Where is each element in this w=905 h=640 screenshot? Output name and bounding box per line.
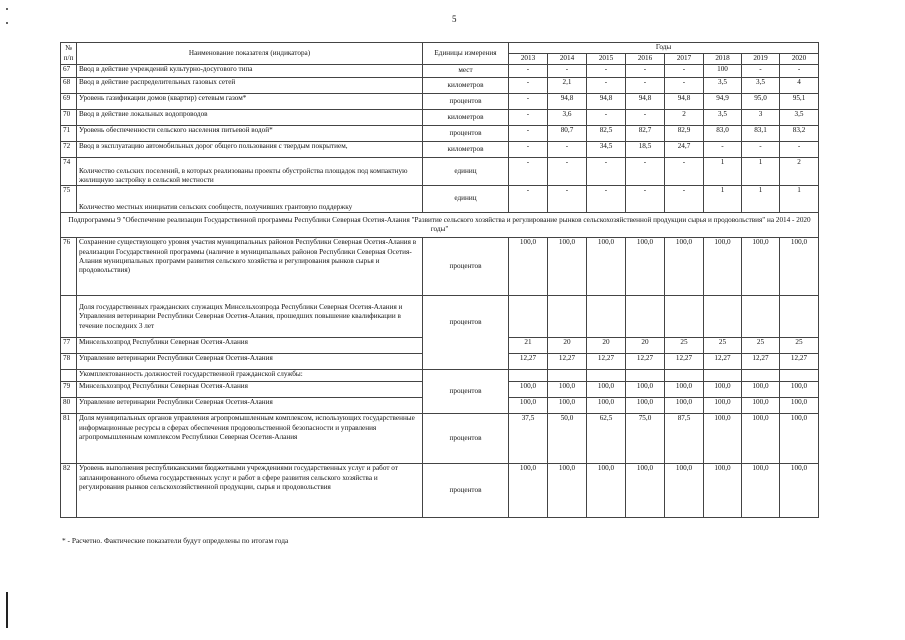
- indicator-name: Минсельхозпрод Республики Северная Осетия-Алания: [77, 338, 423, 354]
- staffing-row: [61, 370, 819, 382]
- row-number: 78: [61, 354, 77, 370]
- indicator-name: Ввод в действие учреждений культурно-досугового типа: [77, 65, 423, 78]
- unit-cell: процентов: [423, 414, 509, 464]
- indicator-name: Ввод в действие локальных водопроводов: [77, 110, 423, 126]
- value-cell: -: [509, 186, 548, 213]
- value-cell: 25: [665, 338, 704, 354]
- value-cell: -: [548, 186, 587, 213]
- row-number: 75: [61, 186, 77, 213]
- value-cell: 2: [665, 110, 704, 126]
- table-row: [61, 126, 819, 142]
- value-cell: 94,8: [626, 94, 665, 110]
- row-number: 81: [61, 414, 77, 464]
- value-cell: 12,27: [704, 354, 742, 370]
- value-cell: 20: [587, 338, 626, 354]
- indicator-name: Уровень газификации домов (квартир) сетевым газом*: [77, 94, 423, 110]
- value-cell: -: [509, 94, 548, 110]
- value-cell: 100,0: [704, 382, 742, 398]
- row-number: 76: [61, 238, 77, 296]
- value-cell: 12,27: [587, 354, 626, 370]
- header-year: 2014: [548, 54, 587, 65]
- value-cell: 34,5: [587, 142, 626, 158]
- value-cell: 20: [626, 338, 665, 354]
- value-cell: [509, 296, 548, 338]
- value-cell: [626, 370, 665, 382]
- indicator-name: Уровень выполнения республиканскими бюджетными учреждениями государственных услуг и работ от запланированного объема государственных услуг и работ в сфере развития сельского хозяйства и регулирования рынков сельскохозяйственной продукции, сырья и продовольствия: [77, 464, 423, 518]
- unit-cell: процентов: [423, 370, 509, 414]
- value-cell: 3,5: [742, 78, 780, 94]
- header-num: № п/п: [61, 43, 77, 65]
- value-cell: 100,0: [548, 464, 587, 518]
- value-cell: [704, 296, 742, 338]
- row-number: [61, 370, 77, 382]
- value-cell: 82,7: [626, 126, 665, 142]
- value-cell: [626, 296, 665, 338]
- value-cell: 100,0: [587, 382, 626, 398]
- value-cell: 4: [780, 78, 819, 94]
- table-row: [61, 238, 819, 296]
- value-cell: [665, 370, 704, 382]
- table-row: [61, 110, 819, 126]
- value-cell: 95,1: [780, 94, 819, 110]
- row-number: 70: [61, 110, 77, 126]
- unit-cell: мест: [423, 65, 509, 78]
- value-cell: -: [509, 158, 548, 186]
- header-year: 2020: [780, 54, 819, 65]
- unit-cell: километров: [423, 78, 509, 94]
- value-cell: 2,1: [548, 78, 587, 94]
- row-number: 69: [61, 94, 77, 110]
- value-cell: -: [626, 78, 665, 94]
- value-cell: 100,0: [509, 464, 548, 518]
- header-year: 2019: [742, 54, 780, 65]
- table-row: [61, 142, 819, 158]
- unit-cell: процентов: [423, 296, 509, 370]
- row-number: 68: [61, 78, 77, 94]
- value-cell: 2: [780, 158, 819, 186]
- value-cell: 12,27: [665, 354, 704, 370]
- value-cell: 21: [509, 338, 548, 354]
- value-cell: -: [626, 186, 665, 213]
- value-cell: -: [665, 65, 704, 78]
- value-cell: -: [704, 142, 742, 158]
- unit-cell: процентов: [423, 238, 509, 296]
- value-cell: 100,0: [626, 382, 665, 398]
- value-cell: 3,5: [780, 110, 819, 126]
- value-cell: 3,5: [704, 78, 742, 94]
- indicator-name: Минсельхозпрод Республики Северная Осетия-Алания: [77, 382, 423, 398]
- unit-cell: единиц: [423, 158, 509, 186]
- indicator-name: Управление ветеринарии Республики Северная Осетия-Алания: [77, 398, 423, 414]
- unit-cell: километров: [423, 142, 509, 158]
- indicator-name: Управление ветеринарии Республики Северная Осетия-Алания: [77, 354, 423, 370]
- value-cell: 12,27: [742, 354, 780, 370]
- header-name: Наименование показателя (индикатора): [77, 43, 423, 65]
- value-cell: 94,8: [665, 94, 704, 110]
- value-cell: 100,0: [665, 398, 704, 414]
- value-cell: 100,0: [780, 238, 819, 296]
- indicator-name: Ввод в действие распределительных газовых сетей: [77, 78, 423, 94]
- value-cell: 12,27: [548, 354, 587, 370]
- value-cell: 37,5: [509, 414, 548, 464]
- row-number: 77: [61, 338, 77, 354]
- table-row: [61, 78, 819, 94]
- value-cell: 12,27: [780, 354, 819, 370]
- row-number: 67: [61, 65, 77, 78]
- header-row: [61, 43, 819, 54]
- header-year: 2017: [665, 54, 704, 65]
- value-cell: 80,7: [548, 126, 587, 142]
- value-cell: [742, 370, 780, 382]
- value-cell: 87,5: [665, 414, 704, 464]
- value-cell: [665, 296, 704, 338]
- unit-cell: процентов: [423, 94, 509, 110]
- value-cell: -: [509, 110, 548, 126]
- header-unit: Единицы измерения: [423, 43, 509, 65]
- value-cell: -: [665, 186, 704, 213]
- value-cell: 24,7: [665, 142, 704, 158]
- value-cell: 100,0: [704, 464, 742, 518]
- value-cell: 100,0: [626, 398, 665, 414]
- indicator-name: Количество местных инициатив сельских сообществ, получивших грантовую поддержку: [77, 186, 423, 213]
- indicator-name: Количество сельских поселений, в которых реализованы проекты обустройства площадок под компактную жилищную застройку в сельской местности: [77, 158, 423, 186]
- value-cell: -: [548, 142, 587, 158]
- value-cell: 62,5: [587, 414, 626, 464]
- value-cell: 25: [704, 338, 742, 354]
- value-cell: 12,27: [626, 354, 665, 370]
- value-cell: 100,0: [780, 464, 819, 518]
- value-cell: 100,0: [587, 398, 626, 414]
- value-cell: 100,0: [587, 464, 626, 518]
- unit-cell: единиц: [423, 186, 509, 213]
- value-cell: 100,0: [704, 414, 742, 464]
- value-cell: [742, 296, 780, 338]
- staffing-label: Укомплектованность должностей государственной гражданской службы:: [77, 370, 423, 382]
- header-year: 2015: [587, 54, 626, 65]
- value-cell: 94,8: [548, 94, 587, 110]
- value-cell: 100,0: [742, 238, 780, 296]
- value-cell: 100,0: [509, 238, 548, 296]
- scan-dot: [6, 8, 8, 10]
- row-number: 80: [61, 398, 77, 414]
- value-cell: -: [587, 65, 626, 78]
- value-cell: 100,0: [704, 398, 742, 414]
- value-cell: 20: [548, 338, 587, 354]
- indicators-table: [60, 42, 819, 518]
- value-cell: 25: [780, 338, 819, 354]
- value-cell: 3,5: [704, 110, 742, 126]
- value-cell: 100,0: [742, 398, 780, 414]
- value-cell: 100,0: [665, 238, 704, 296]
- value-cell: 95,0: [742, 94, 780, 110]
- indicator-name: Уровень обеспеченности сельского населения питьевой водой*: [77, 126, 423, 142]
- value-cell: 3: [742, 110, 780, 126]
- table-row: [61, 414, 819, 464]
- value-cell: 18,5: [626, 142, 665, 158]
- value-cell: -: [587, 110, 626, 126]
- unit-cell: километров: [423, 110, 509, 126]
- table-row: [61, 158, 819, 186]
- value-cell: 12,27: [509, 354, 548, 370]
- value-cell: [509, 370, 548, 382]
- value-cell: -: [509, 126, 548, 142]
- value-cell: 1: [704, 158, 742, 186]
- row-number: [61, 296, 77, 338]
- value-cell: 1: [742, 186, 780, 213]
- value-cell: 1: [742, 158, 780, 186]
- value-cell: -: [587, 78, 626, 94]
- header-year: 2016: [626, 54, 665, 65]
- table-row: [61, 65, 819, 78]
- value-cell: 100,0: [780, 414, 819, 464]
- value-cell: -: [626, 65, 665, 78]
- value-cell: 100,0: [509, 398, 548, 414]
- value-cell: [587, 296, 626, 338]
- indicator-name: Доля государственных гражданских служащих Минсельхозпрода Республики Северная Осетия-Алания и Управления ветеринарии Республики Северная Осетия-Алания, прошедших повышение квалификации в течение последних 3 лет: [77, 296, 423, 338]
- footnote: * - Расчетно. Фактические показатели будут определены по итогам года: [62, 536, 289, 545]
- value-cell: -: [509, 65, 548, 78]
- value-cell: [548, 296, 587, 338]
- value-cell: 100,0: [509, 382, 548, 398]
- value-cell: 100,0: [780, 398, 819, 414]
- value-cell: -: [548, 158, 587, 186]
- table-row: [61, 296, 819, 338]
- value-cell: -: [548, 65, 587, 78]
- value-cell: 100,0: [742, 414, 780, 464]
- value-cell: -: [742, 65, 780, 78]
- value-cell: 94,8: [587, 94, 626, 110]
- value-cell: 75,0: [626, 414, 665, 464]
- value-cell: [780, 370, 819, 382]
- header-year: 2013: [509, 54, 548, 65]
- value-cell: 100,0: [665, 464, 704, 518]
- value-cell: 100,0: [626, 464, 665, 518]
- row-number: 74: [61, 158, 77, 186]
- value-cell: -: [587, 158, 626, 186]
- table-row: [61, 464, 819, 518]
- value-cell: -: [780, 142, 819, 158]
- value-cell: 82,5: [587, 126, 626, 142]
- row-number: 71: [61, 126, 77, 142]
- value-cell: 100: [704, 65, 742, 78]
- value-cell: 100,0: [742, 382, 780, 398]
- value-cell: -: [665, 78, 704, 94]
- value-cell: -: [626, 158, 665, 186]
- unit-cell: процентов: [423, 126, 509, 142]
- indicator-name: Доля муниципальных органов управления агропромышленным комплексом, использующих государственные информационные ресурсы в сферах обеспечения продовольственной безопасности и управления агропромышленным комплексом Республики Северная Осетия-Алания: [77, 414, 423, 464]
- value-cell: -: [509, 142, 548, 158]
- table-row: [61, 94, 819, 110]
- value-cell: -: [509, 78, 548, 94]
- value-cell: 100,0: [548, 238, 587, 296]
- unit-cell: процентов: [423, 464, 509, 518]
- value-cell: 94,9: [704, 94, 742, 110]
- value-cell: 1: [704, 186, 742, 213]
- value-cell: [587, 370, 626, 382]
- subprogram-row: [61, 213, 819, 238]
- value-cell: 82,9: [665, 126, 704, 142]
- value-cell: [548, 370, 587, 382]
- value-cell: 83,2: [780, 126, 819, 142]
- value-cell: -: [780, 65, 819, 78]
- value-cell: 100,0: [587, 238, 626, 296]
- page-number: 5: [452, 14, 457, 24]
- table-row: [61, 186, 819, 213]
- value-cell: 100,0: [548, 398, 587, 414]
- value-cell: -: [665, 158, 704, 186]
- subprogram-title: Подпрограммы 9 "Обеспечение реализации Государственной программы Республики Северная Осетия-Алания "Развитие сельского хозяйства и регулирование рынков сельскохозяйственной продукции сырья и продовольствия" на 2014 - 2020 годы": [61, 213, 819, 238]
- value-cell: 100,0: [780, 382, 819, 398]
- value-cell: -: [742, 142, 780, 158]
- indicator-name: Сохранение существующего уровня участия муниципальных районов Республики Северная Осетия-Алания в реализации Государственной программы (наличие в муниципальных районов Республики Северная Осетия-Алания муниципальных программ развития сельского хозяйства и регулирования рынков сырья и продовольствия): [77, 238, 423, 296]
- value-cell: [704, 370, 742, 382]
- header-years-label: Годы: [509, 43, 819, 54]
- value-cell: 100,0: [626, 238, 665, 296]
- value-cell: 1: [780, 186, 819, 213]
- value-cell: 100,0: [704, 238, 742, 296]
- value-cell: 25: [742, 338, 780, 354]
- row-number: 72: [61, 142, 77, 158]
- row-number: 79: [61, 382, 77, 398]
- value-cell: -: [626, 110, 665, 126]
- row-number: 82: [61, 464, 77, 518]
- scan-margin-mark: [6, 592, 8, 628]
- value-cell: 83,0: [704, 126, 742, 142]
- header-year: 2018: [704, 54, 742, 65]
- value-cell: 83,1: [742, 126, 780, 142]
- value-cell: 100,0: [742, 464, 780, 518]
- scan-dot: [6, 22, 8, 24]
- value-cell: 50,0: [548, 414, 587, 464]
- indicator-name: Ввод в эксплуатацию автомобильных дорог общего пользования с твердым покрытием,: [77, 142, 423, 158]
- value-cell: [780, 296, 819, 338]
- value-cell: -: [587, 186, 626, 213]
- value-cell: 3,6: [548, 110, 587, 126]
- value-cell: 100,0: [665, 382, 704, 398]
- value-cell: 100,0: [548, 382, 587, 398]
